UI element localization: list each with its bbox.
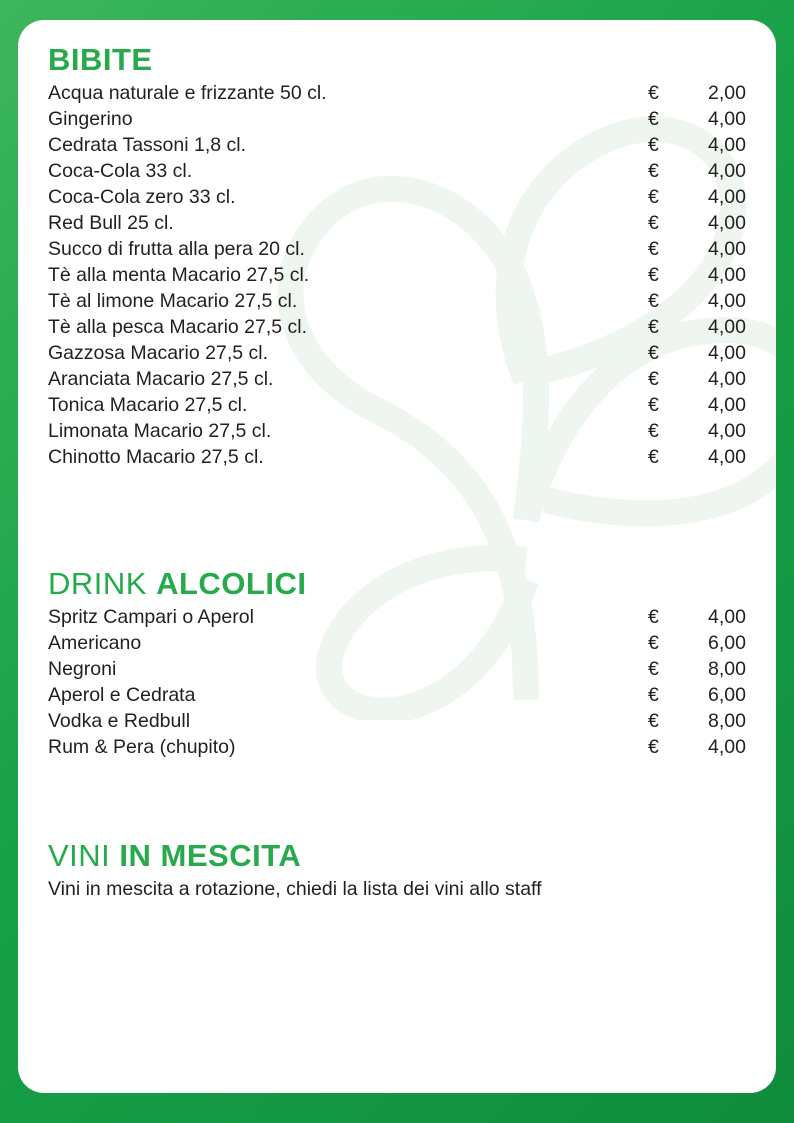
item-currency: € — [648, 394, 659, 417]
item-currency: € — [648, 446, 659, 469]
list-item — [48, 158, 746, 184]
menu-content — [48, 42, 746, 902]
section-drink-alcolici — [48, 566, 746, 760]
section-title-drink-alcolici — [48, 566, 746, 602]
item-name: Chinotto Macario 27,5 cl. — [48, 446, 264, 469]
section-gap — [48, 470, 746, 566]
list-item — [48, 392, 746, 418]
list-item — [48, 236, 746, 262]
item-currency: € — [648, 185, 659, 208]
item-price: 4,00 — [708, 420, 746, 443]
item-currency: € — [648, 263, 659, 286]
item-name: Tè alla pesca Macario 27,5 cl. — [48, 315, 308, 338]
item-price: 4,00 — [708, 341, 746, 364]
item-name: Vodka e Redbull — [48, 709, 191, 732]
item-currency: € — [648, 211, 659, 234]
item-currency: € — [648, 133, 659, 156]
item-name: Tè alla menta Macario 27,5 cl. — [48, 263, 310, 286]
section-title-bibite — [48, 42, 746, 78]
list-item — [48, 734, 746, 760]
item-price: 4,00 — [708, 237, 746, 260]
menu-card — [18, 20, 776, 1093]
item-name: Tonica Macario 27,5 cl. — [48, 394, 248, 417]
item-price: 4,00 — [708, 263, 746, 286]
item-list-bibite — [48, 80, 746, 470]
item-price: 4,00 — [708, 367, 746, 390]
section-title-vini-light: VINI — [48, 837, 120, 873]
section-bibite — [48, 42, 746, 470]
item-price: 6,00 — [708, 683, 746, 706]
item-name: Aperol e Cedrata — [48, 683, 196, 706]
item-currency: € — [648, 735, 659, 758]
list-item — [48, 210, 746, 236]
item-price: 8,00 — [708, 657, 746, 680]
item-name: Tè al limone Macario 27,5 cl. — [48, 289, 298, 312]
item-price: 4,00 — [708, 394, 746, 417]
list-item — [48, 80, 746, 106]
item-name: Coca-Cola 33 cl. — [48, 159, 193, 182]
item-name: Spritz Campari o Aperol — [48, 605, 254, 628]
list-item — [48, 418, 746, 444]
section-title-drink-light: DRINK — [48, 566, 157, 602]
list-item — [48, 262, 746, 288]
item-currency: € — [648, 709, 659, 732]
item-currency: € — [648, 657, 659, 680]
item-name: Rum & Pera (chupito) — [48, 735, 236, 758]
item-currency: € — [648, 367, 659, 390]
item-name: Americano — [48, 631, 142, 654]
item-currency: € — [648, 683, 659, 706]
section-gap — [48, 760, 746, 838]
list-item — [48, 132, 746, 158]
item-price: 4,00 — [708, 605, 746, 628]
item-price: 4,00 — [708, 211, 746, 234]
item-price: 4,00 — [708, 133, 746, 156]
item-currency: € — [648, 631, 659, 654]
item-currency: € — [648, 237, 659, 260]
item-name: Aranciata Macario 27,5 cl. — [48, 367, 274, 390]
item-currency: € — [648, 341, 659, 364]
item-price: 2,00 — [708, 81, 746, 104]
item-currency: € — [648, 159, 659, 182]
item-currency: € — [648, 289, 659, 312]
list-item — [48, 184, 746, 210]
section-vini-in-mescita — [48, 838, 746, 902]
list-item — [48, 366, 746, 392]
item-currency: € — [648, 605, 659, 628]
list-item — [48, 630, 746, 656]
item-price: 4,00 — [708, 446, 746, 469]
item-name: Negroni — [48, 657, 117, 680]
list-item — [48, 340, 746, 366]
item-currency: € — [648, 81, 659, 104]
item-price: 4,00 — [708, 185, 746, 208]
item-name: Limonata Macario 27,5 cl. — [48, 420, 272, 443]
list-item — [48, 314, 746, 340]
item-price: 4,00 — [708, 159, 746, 182]
item-name: Acqua naturale e frizzante 50 cl. — [48, 81, 327, 104]
list-item — [48, 604, 746, 630]
list-item — [48, 444, 746, 470]
item-name: Gingerino — [48, 107, 133, 130]
item-price: 4,00 — [708, 107, 746, 130]
list-item — [48, 288, 746, 314]
item-name: Cedrata Tassoni 1,8 cl. — [48, 133, 246, 156]
item-name: Gazzosa Macario 27,5 cl. — [48, 341, 269, 364]
item-price: 6,00 — [708, 631, 746, 654]
section-title-vini — [48, 838, 746, 874]
item-list-drink-alcolici — [48, 604, 746, 760]
list-item — [48, 656, 746, 682]
item-price: 8,00 — [708, 709, 746, 732]
item-price: 4,00 — [708, 735, 746, 758]
item-currency: € — [648, 420, 659, 443]
section-title-drink-bold: ALCOLICI — [156, 566, 307, 602]
item-price: 4,00 — [708, 289, 746, 312]
section-note-vini: Vini in mescita a rotazione, chiedi la lista dei vini allo staff — [48, 877, 542, 900]
item-name: Succo di frutta alla pera 20 cl. — [48, 237, 305, 260]
item-price: 4,00 — [708, 315, 746, 338]
section-title-vini-bold: IN MESCITA — [119, 837, 302, 873]
item-currency: € — [648, 315, 659, 338]
section-title-bibite-text: BIBITE — [48, 42, 153, 77]
list-item — [48, 682, 746, 708]
list-item — [48, 106, 746, 132]
item-name: Red Bull 25 cl. — [48, 211, 174, 234]
item-name: Coca-Cola zero 33 cl. — [48, 185, 236, 208]
item-currency: € — [648, 107, 659, 130]
list-item — [48, 708, 746, 734]
